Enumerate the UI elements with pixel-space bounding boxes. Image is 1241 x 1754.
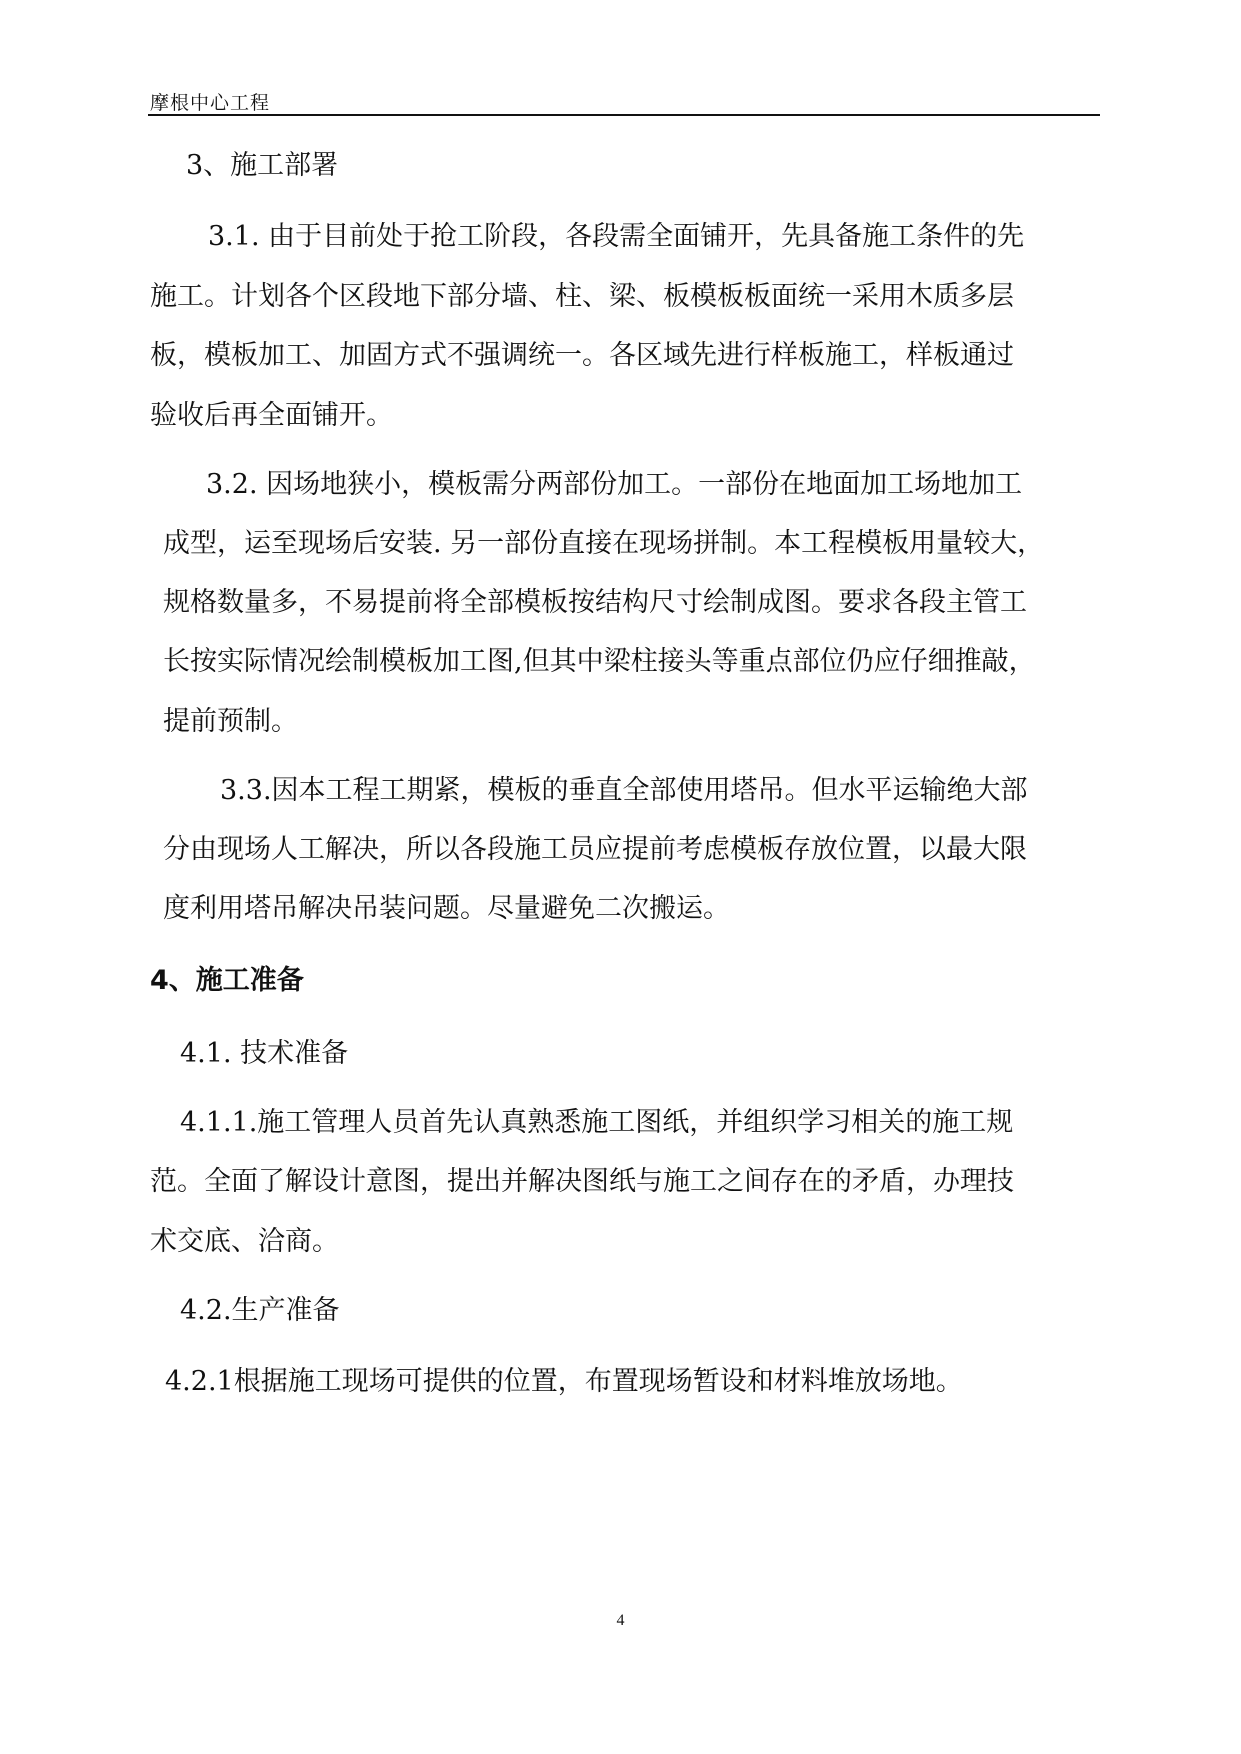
header-rule — [148, 114, 1100, 116]
paragraph-line: 4.2.1根据施工现场可提供的位置，布置现场暂设和材料堆放场地。 — [165, 1366, 963, 1397]
paragraph-line: 施工。计划各个区段地下部分墙、柱、梁、板模板板面统一采用木质多层 — [150, 281, 1014, 312]
paragraph-line: 术交底、洽商。 — [150, 1226, 339, 1257]
paragraph-line: 3.3.因本工程工期紧，模板的垂直全部使用塔吊。但水平运输绝大部 — [220, 775, 1028, 806]
section-heading-3: 3、施工部署 — [186, 150, 339, 181]
section-heading-4: 4、施工准备 — [150, 965, 304, 996]
paragraph-line: 度利用塔吊解决吊装问题。尽量避免二次搬运。 — [163, 893, 730, 924]
paragraph-line: 验收后再全面铺开。 — [150, 400, 393, 431]
subsection-heading: 4.2.生产准备 — [180, 1295, 340, 1326]
page-number: 4 — [616, 1612, 625, 1629]
paragraph-line: 规格数量多，不易提前将全部模板按结构尺寸绘制成图。要求各段主管工 — [163, 587, 1027, 618]
running-header: 摩根中心工程 — [150, 92, 271, 114]
subsection-heading: 4.1. 技术准备 — [180, 1038, 349, 1069]
paragraph-line: 长按实际情况绘制模板加工图,但其中梁柱接头等重点部位仍应仔细推敲， — [163, 646, 1036, 677]
paragraph-line: 4.1.1.施工管理人员首先认真熟悉施工图纸，并组织学习相关的施工规 — [180, 1107, 1014, 1138]
paragraph-line: 范。全面了解设计意图，提出并解决图纸与施工之间存在的矛盾，办理技 — [150, 1166, 1014, 1197]
paragraph-line: 板，模板加工、加固方式不强调统一。各区域先进行样板施工，样板通过 — [150, 340, 1014, 371]
paragraph-line: 提前预制。 — [163, 706, 298, 737]
paragraph-line: 分由现场人工解决，所以各段施工员应提前考虑模板存放位置，以最大限 — [163, 834, 1027, 865]
paragraph-line: 3.2. 因场地狭小，模板需分两部份加工。一部份在地面加工场地加工 — [206, 469, 1023, 500]
paragraph-line: 3.1. 由于目前处于抢工阶段，各段需全面铺开，先具备施工条件的先 — [208, 221, 1025, 252]
paragraph-line: 成型，运至现场后安装. 另一部份直接在现场拼制。本工程模板用量较大， — [163, 528, 1045, 559]
